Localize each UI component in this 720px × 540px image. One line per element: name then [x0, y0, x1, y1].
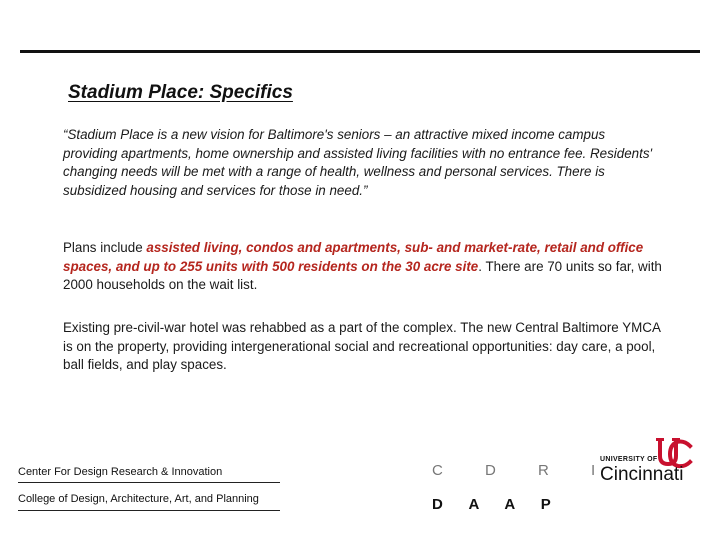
- slide-title: Stadium Place: Specifics: [68, 82, 293, 103]
- plans-paragraph: [63, 239, 663, 295]
- quote-paragraph: “Stadium Place is a new vision for Baltimore's seniors – an attractive mixed income campus providing apartments, home ownership and assisted living facilities with no entrance fee. Residents' changing needs will be met with a range of health, wellness and personal services. There is subsidized housing and services for those in need.”: [63, 127, 653, 198]
- footer-divider-2: [18, 510, 280, 511]
- footer-college-name: College of Design, Architecture, Art, and Planning: [18, 493, 259, 505]
- uc-cincinnati: Cincinnati: [600, 464, 684, 485]
- top-rule: [20, 50, 700, 53]
- plans-highlight: assisted living, condos and apartments, sub- and market-rate, retail and office spaces, and up to 255 units with 500 residents on the 30 acre site: [63, 240, 644, 274]
- footer-divider-1: [18, 482, 280, 483]
- uc-university-of: UNIVERSITY OF: [600, 456, 658, 463]
- cdri-logo: C D R I: [432, 462, 615, 479]
- plans-details: . There are 70 units so far, with 2000 households on the wait list.: [63, 258, 662, 293]
- plans-intro: Plans include: [63, 240, 147, 255]
- daap-logo: D A A P: [432, 496, 562, 513]
- hotel-paragraph: Existing pre-civil-war hotel was rehabbed as a part of the complex. The new Central Baltimore YMCA is on the property, providing intergenerational social and recreational opportunities: day care, a pool, ball fields, and play spaces.: [63, 320, 661, 373]
- footer-center-name: Center For Design Research & Innovation: [18, 466, 223, 478]
